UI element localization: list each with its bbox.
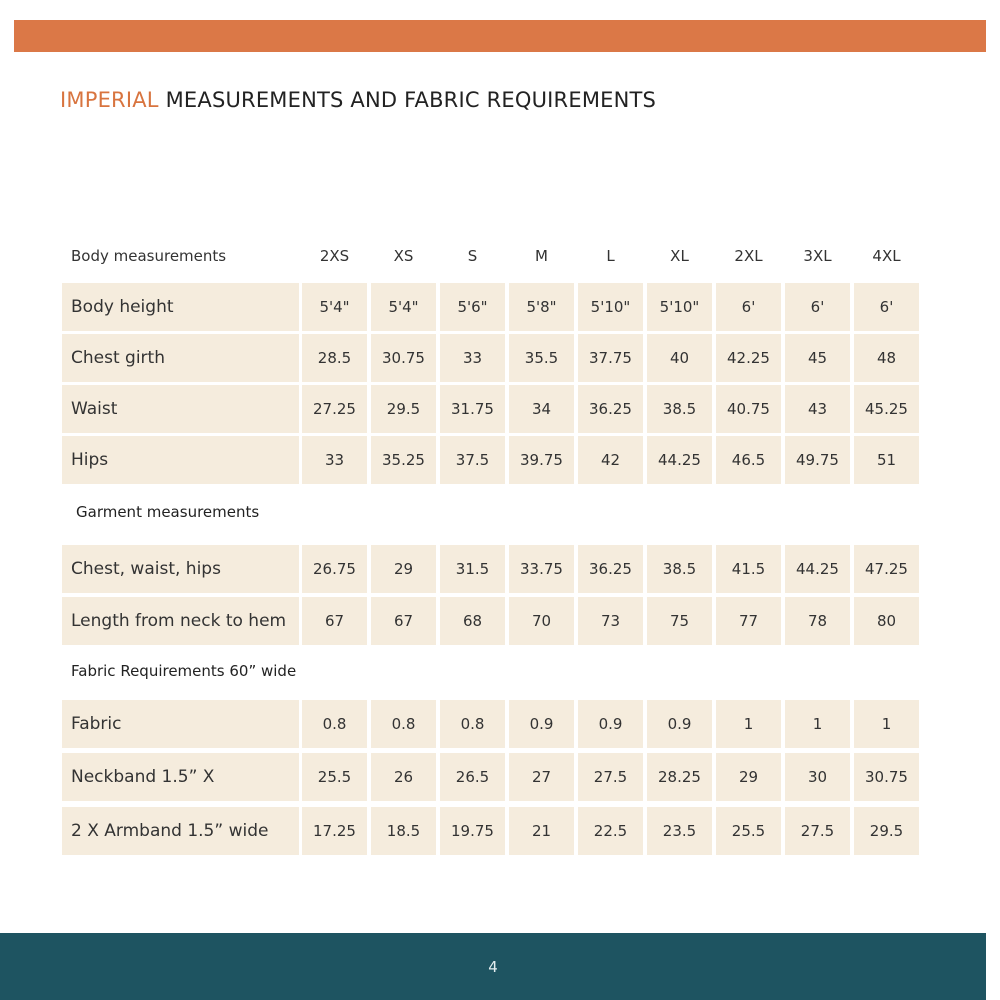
table-cell: 26.5 — [440, 753, 505, 801]
table-cell: 47.25 — [854, 545, 919, 593]
table-cell: 45.25 — [854, 385, 919, 433]
table-cell: 5'6" — [440, 283, 505, 331]
table-row — [62, 283, 922, 331]
table-cell: 1 — [854, 700, 919, 748]
row-label: Chest, waist, hips — [62, 545, 299, 593]
table-cell: 0.8 — [302, 700, 367, 748]
table-cell: 30 — [785, 753, 850, 801]
table-cell: 17.25 — [302, 807, 367, 855]
table-row — [62, 807, 922, 855]
table-cell: 30.75 — [371, 334, 436, 382]
table-cell: 22.5 — [578, 807, 643, 855]
table-cell: 27 — [509, 753, 574, 801]
table-cell: 27.5 — [785, 807, 850, 855]
table-cell: 26 — [371, 753, 436, 801]
row-label: Fabric — [62, 700, 299, 748]
table-cell: 26.75 — [302, 545, 367, 593]
top-accent-bar — [14, 20, 986, 52]
table-cell: 80 — [854, 597, 919, 645]
table-cell: 46.5 — [716, 436, 781, 484]
row-label: Neckband 1.5” X — [62, 753, 299, 801]
table-cell: 31.75 — [440, 385, 505, 433]
table-cell: 1 — [785, 700, 850, 748]
table-cell: 31.5 — [440, 545, 505, 593]
table-cell: 37.5 — [440, 436, 505, 484]
table-cell: 29 — [716, 753, 781, 801]
page-footer — [0, 933, 986, 1000]
table-row — [62, 700, 922, 748]
page-title — [60, 88, 656, 112]
table-cell: 38.5 — [647, 545, 712, 593]
table-cell: 0.8 — [371, 700, 436, 748]
table-cell: 40.75 — [716, 385, 781, 433]
table-cell: 27.5 — [578, 753, 643, 801]
table-cell: 34 — [509, 385, 574, 433]
table-cell: 68 — [440, 597, 505, 645]
table-cell: 33 — [440, 334, 505, 382]
table-cell: 39.75 — [509, 436, 574, 484]
table-cell: 75 — [647, 597, 712, 645]
table-cell: 35.5 — [509, 334, 574, 382]
row-label: Hips — [62, 436, 299, 484]
table-cell: 67 — [371, 597, 436, 645]
table-cell: 0.9 — [647, 700, 712, 748]
table-cell: 37.75 — [578, 334, 643, 382]
row-label: Chest girth — [62, 334, 299, 382]
table-cell: 73 — [578, 597, 643, 645]
table-cell: 44.25 — [647, 436, 712, 484]
table-cell: 0.9 — [509, 700, 574, 748]
table-row — [62, 545, 922, 593]
row-label: Length from neck to hem — [62, 597, 299, 645]
title-accent: IMPERIAL — [60, 88, 159, 112]
table-cell: 29 — [371, 545, 436, 593]
table-cell: 33 — [302, 436, 367, 484]
table-cell: 6' — [716, 283, 781, 331]
table-cell: 6' — [785, 283, 850, 331]
table-cell: 28.25 — [647, 753, 712, 801]
table-header-row — [62, 232, 922, 280]
row-label: Waist — [62, 385, 299, 433]
table-cell: 44.25 — [785, 545, 850, 593]
table-cell: 0.9 — [578, 700, 643, 748]
table-cell: 27.25 — [302, 385, 367, 433]
table-cell: 25.5 — [716, 807, 781, 855]
table-cell: 5'8" — [509, 283, 574, 331]
table-cell: 29.5 — [854, 807, 919, 855]
table-cell: 36.25 — [578, 545, 643, 593]
table-cell: 25.5 — [302, 753, 367, 801]
table-cell: 41.5 — [716, 545, 781, 593]
table-cell: 78 — [785, 597, 850, 645]
table-row — [62, 334, 922, 382]
garment-section-label: Garment measurements — [76, 503, 260, 521]
table-cell: 67 — [302, 597, 367, 645]
table-cell: 51 — [854, 436, 919, 484]
table-cell: 42.25 — [716, 334, 781, 382]
table-cell: 5'4" — [302, 283, 367, 331]
table-cell: 0.8 — [440, 700, 505, 748]
table-row — [62, 753, 922, 801]
page-number: 4 — [488, 957, 498, 976]
row-label: 2 X Armband 1.5” wide — [62, 807, 299, 855]
table-cell: 70 — [509, 597, 574, 645]
table-cell: 43 — [785, 385, 850, 433]
table-cell: 42 — [578, 436, 643, 484]
size-header-cell: XL — [670, 247, 689, 265]
table-cell: 28.5 — [302, 334, 367, 382]
table-cell: 5'10" — [647, 283, 712, 331]
fabric-section-label: Fabric Requirements 60” wide — [71, 662, 297, 680]
title-rest: MEASUREMENTS AND FABRIC REQUIREMENTS — [165, 88, 657, 112]
row-label: Body measurements — [71, 247, 227, 265]
table-cell: 5'4" — [371, 283, 436, 331]
size-header-cell: 2XL — [734, 247, 763, 265]
size-header-cell: S — [467, 247, 478, 265]
size-header-cell: 2XS — [319, 247, 350, 265]
size-header-cell: L — [606, 247, 615, 265]
size-header-cell: M — [535, 247, 548, 265]
table-cell: 48 — [854, 334, 919, 382]
table-cell: 30.75 — [854, 753, 919, 801]
table-cell: 19.75 — [440, 807, 505, 855]
size-header-cell: 4XL — [872, 247, 901, 265]
size-header-cell: 3XL — [803, 247, 832, 265]
table-cell: 18.5 — [371, 807, 436, 855]
row-label: Body height — [62, 283, 299, 331]
table-cell: 36.25 — [578, 385, 643, 433]
table-cell: 38.5 — [647, 385, 712, 433]
table-cell: 5'10" — [578, 283, 643, 331]
size-header-cell: XS — [393, 247, 414, 265]
table-cell: 23.5 — [647, 807, 712, 855]
table-row — [62, 436, 922, 484]
table-cell: 40 — [647, 334, 712, 382]
table-cell: 1 — [716, 700, 781, 748]
table-cell: 29.5 — [371, 385, 436, 433]
table-cell: 35.25 — [371, 436, 436, 484]
table-cell: 21 — [509, 807, 574, 855]
table-cell: 45 — [785, 334, 850, 382]
table-cell: 33.75 — [509, 545, 574, 593]
table-cell: 49.75 — [785, 436, 850, 484]
table-cell: 6' — [854, 283, 919, 331]
table-row — [62, 385, 922, 433]
table-cell: 77 — [716, 597, 781, 645]
table-row — [62, 597, 922, 645]
